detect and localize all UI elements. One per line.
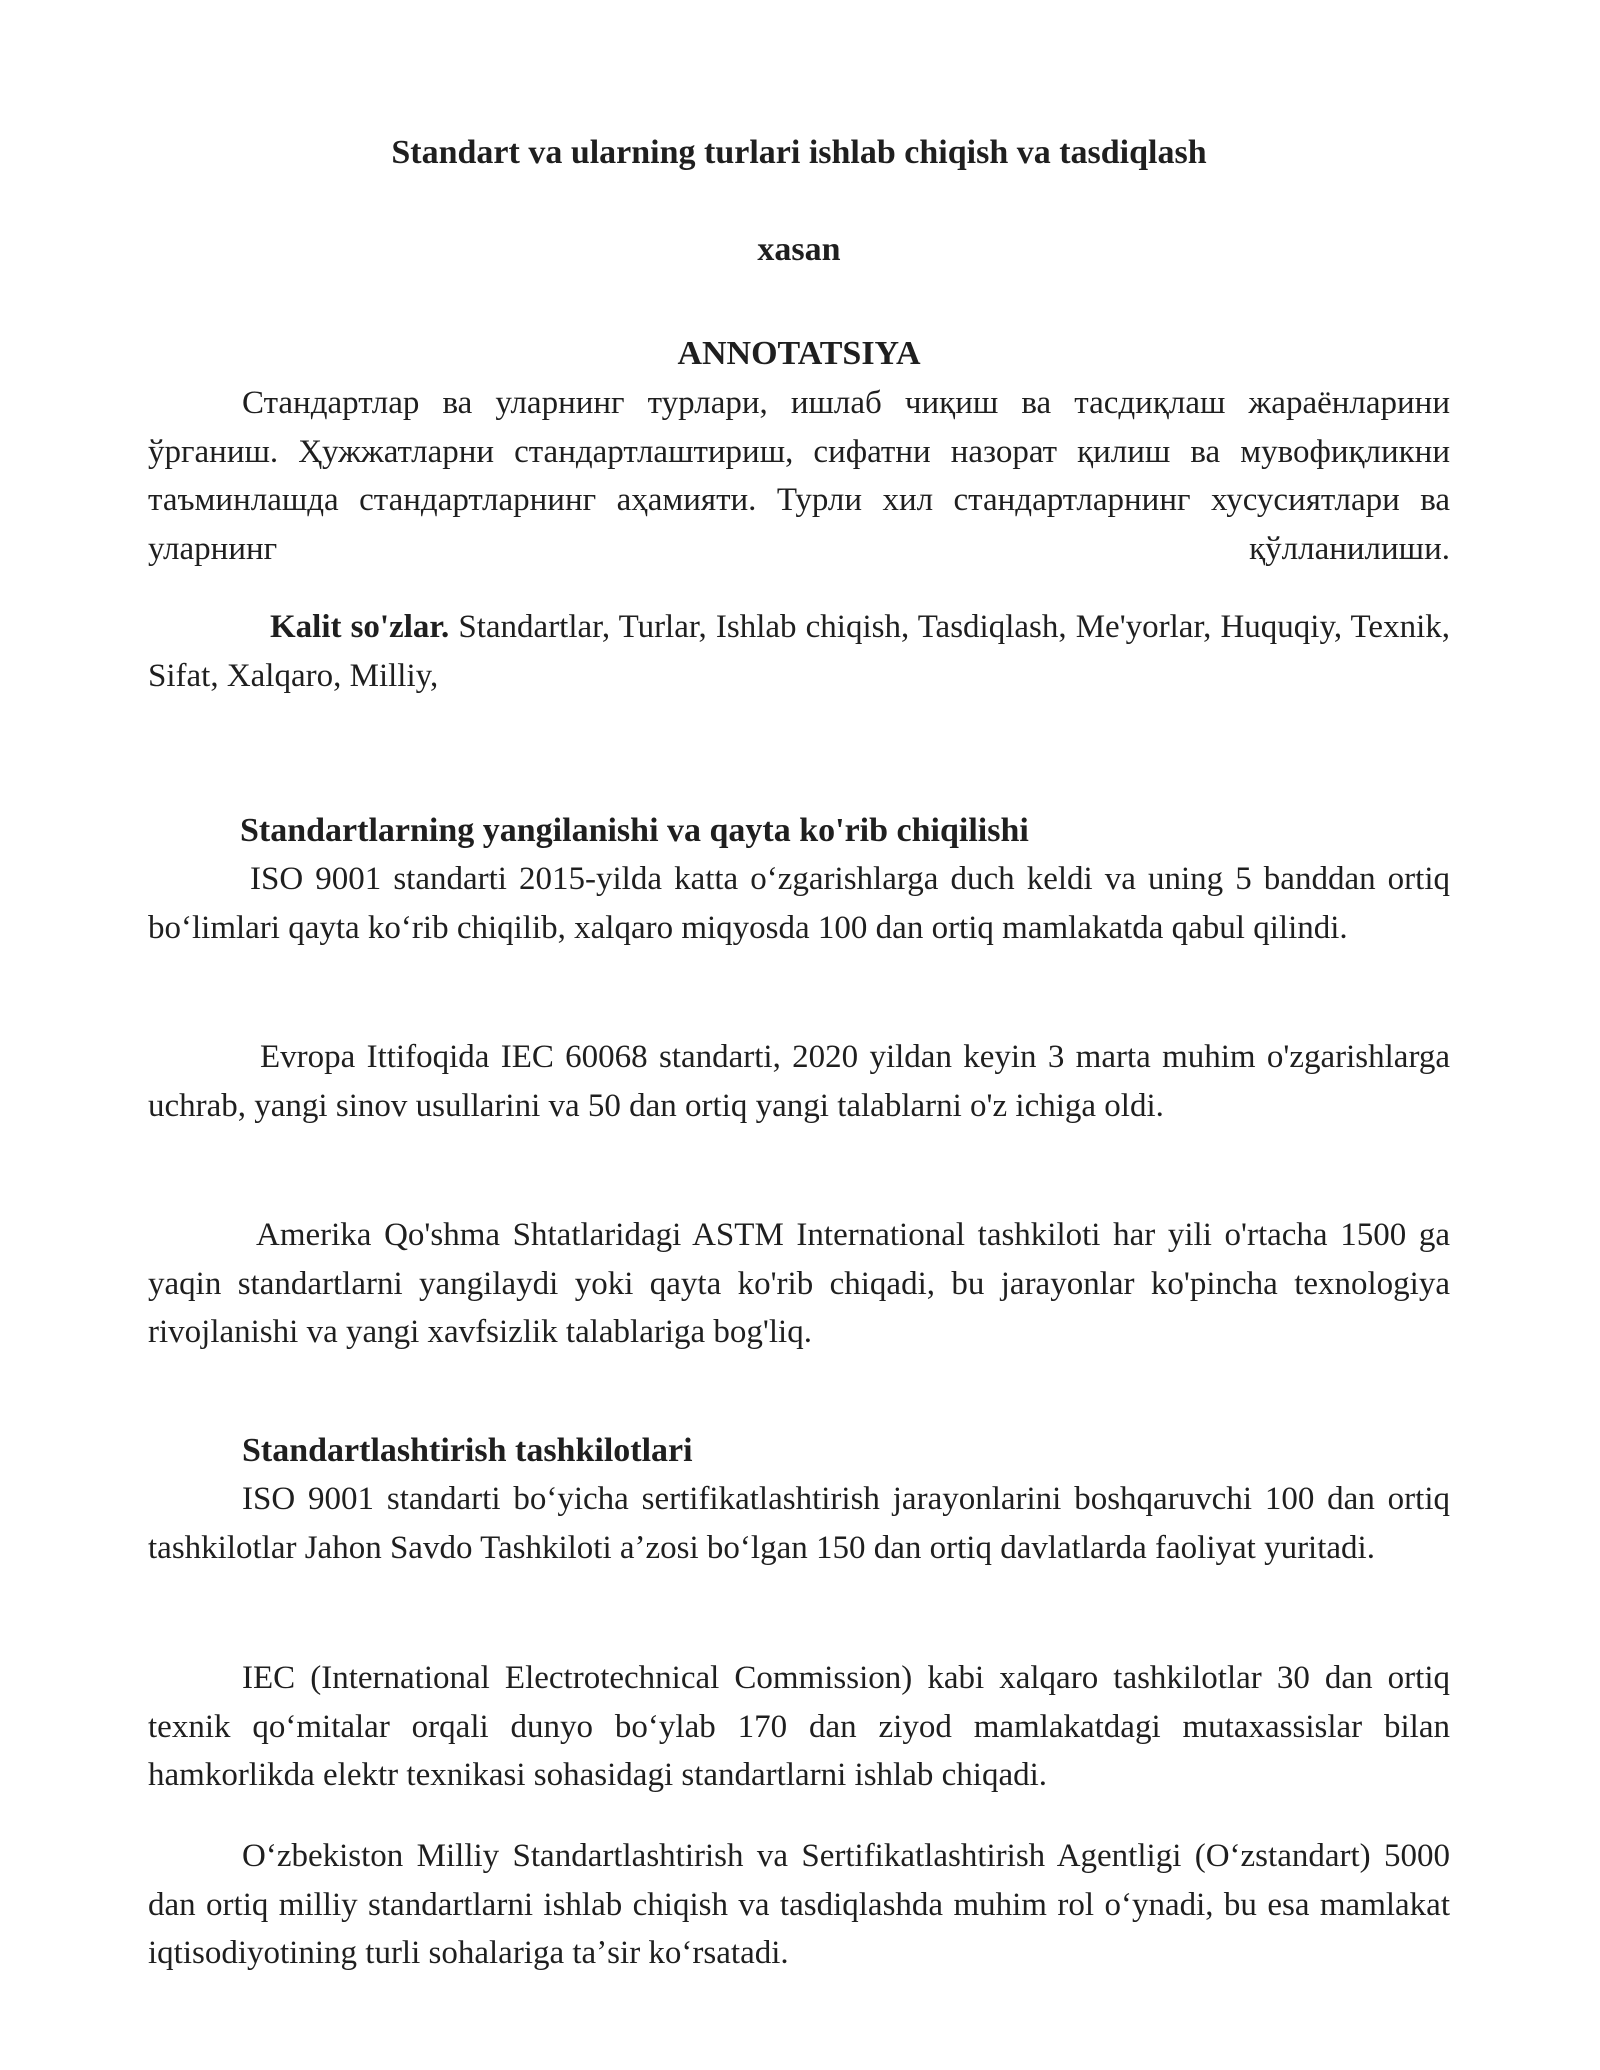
- paragraph-iso-9001-revision: ISO 9001 standarti 2015-yilda katta oʻzgarishlarga duch keldi va uning 5 banddan ortiq boʻlimlari qayta koʻrib chiqilib, xalqaro miqyosda 100 dan ortiq mamlakatda qabul qilindi.: [148, 861, 1450, 946]
- keywords-text: Standartlar, Turlar, Ishlab chiqish, Tasdiqlash, Me'yorlar, Huquqiy, Texnik, Sifat, Xalqaro, Milliy,: [148, 609, 1450, 694]
- paragraph-uzstandart: Oʻzbekiston Milliy Standartlashtirish va Sertifikatlashtirish Agentligi (Oʻzstandart) 5000 dan ortiq milliy standartlarni ishlab chiqish va tasdiqlashda muhim rol oʻynadi, bu esa mamlakat iqtisodiyotining turli sohalariga taʼsir koʻrsatadi.: [148, 1838, 1450, 1971]
- paragraph-iso-certification: ISO 9001 standarti boʻyicha sertifikatlashtirish jarayonlarini boshqaruvchi 100 dan ortiq tashkilotlar Jahon Savdo Tashkiloti aʼzosi boʻlgan 150 dan ortiq davlatlarda faoliyat yuritadi.: [148, 1481, 1450, 1566]
- section-heading-updates: Standartlarning yangilanishi va qayta ko'rib chiqilishi: [240, 812, 1029, 849]
- section-heading-organizations: Standartlashtirish tashkilotlari: [242, 1432, 693, 1469]
- annotation-heading: ANNOTATSIYA: [677, 335, 921, 372]
- document-author: xasan: [757, 231, 841, 268]
- keywords-paragraph: [148, 603, 1450, 700]
- paragraph-iec-60068: Evropa Ittifoqida IEC 60068 standarti, 2020 yildan keyin 3 marta muhim o'zgarishlarga uchrab, yangi sinov usullarini va 50 dan ortiq yangi talablarni o'z ichiga oldi.: [148, 1039, 1450, 1124]
- annotation-text: Стандартлар ва уларнинг турлари, ишлаб чиқиш ва тасдиқлаш жараёнларини ўрганиш. Ҳужжатларни стандартлаштириш, сифатни назорат қилиш ва мувофиқликни таъминлашда стандартларнинг аҳамияти. Турли хил стандартларнинг хусусиятлари ва уларнинг қўлланилиши.: [148, 385, 1450, 567]
- keywords-label: Kalit so'zlar.: [270, 609, 450, 645]
- paragraph-astm: Amerika Qo'shma Shtatlaridagi ASTM International tashkiloti har yili o'rtacha 1500 ga yaqin standartlarni yangilaydi yoki qayta ko'rib chiqadi, bu jarayonlar ko'pincha texnologiya rivojlanishi va yangi xavfsizlik talablariga bog'liq.: [148, 1217, 1450, 1350]
- document-title: Standart va ularning turlari ishlab chiqish va tasdiqlash: [391, 134, 1207, 171]
- paragraph-iec-commission: IEC (International Electrotechnical Commission) kabi xalqaro tashkilotlar 30 dan ortiq texnik qoʻmitalar orqali dunyo boʻylab 170 dan ziyod mamlakatdagi mutaxassislar bilan hamkorlikda elektr texnikasi sohasidagi standartlarni ishlab chiqadi.: [148, 1660, 1450, 1793]
